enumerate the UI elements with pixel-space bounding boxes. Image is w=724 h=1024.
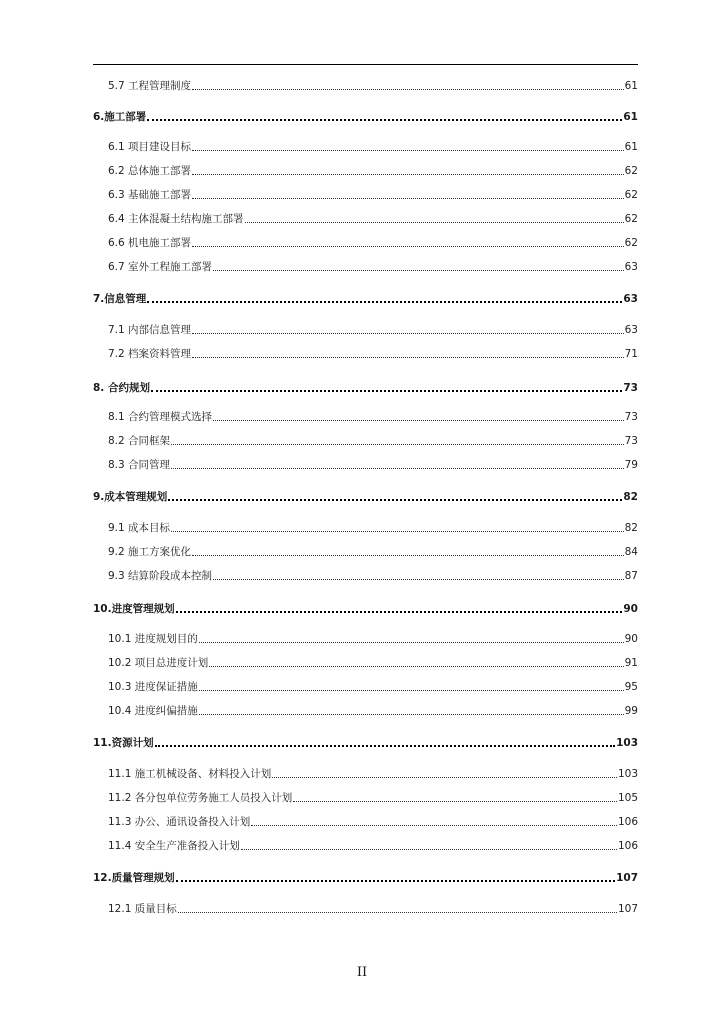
page-number: II: [356, 965, 368, 980]
toc-entry-page: 106: [617, 816, 638, 828]
toc-leader-dots: [209, 666, 623, 667]
toc-leader-dots: [192, 333, 624, 334]
toc-subentry[interactable]: [108, 655, 638, 670]
toc-entry-page: 61: [623, 111, 638, 123]
toc-subentry[interactable]: [108, 322, 638, 337]
toc-leader-dots: [168, 499, 622, 501]
toc-entry-label: 9.3 结算阶段成本控制: [108, 570, 213, 582]
toc-entry-label: 10.进度管理规划: [93, 603, 175, 615]
toc-entry-label: 7.2 档案资料管理: [108, 348, 192, 360]
toc-entry-page: 71: [624, 348, 638, 360]
toc-leader-dots: [251, 825, 617, 826]
toc-entry-page: 61: [624, 141, 638, 153]
toc-subentry[interactable]: [108, 766, 638, 781]
toc-entry-page: 73: [624, 435, 638, 447]
toc-subentry[interactable]: [108, 814, 638, 829]
toc-entry-page: 63: [623, 293, 638, 305]
toc-entry-label: 6.7 室外工程施工部署: [108, 261, 213, 273]
toc-leader-dots: [241, 849, 617, 850]
toc-entry-label: 6.2 总体施工部署: [108, 165, 192, 177]
toc-subentry[interactable]: [108, 544, 638, 559]
toc-entry-label: 6.施工部署: [93, 111, 147, 123]
toc-leader-dots: [192, 246, 624, 247]
toc-subentry[interactable]: [108, 457, 638, 472]
toc-entry-label: 8.3 合同管理: [108, 459, 171, 471]
toc-leader-dots: [213, 420, 624, 421]
toc-leader-dots: [199, 642, 624, 643]
toc-heading[interactable]: [93, 735, 638, 750]
toc-entry-label: 9.2 施工方案优化: [108, 546, 192, 558]
toc-entry-page: 105: [617, 792, 638, 804]
toc-subentry[interactable]: [108, 520, 638, 535]
toc-entry-page: 73: [624, 411, 638, 423]
toc-entry-page: 62: [624, 165, 638, 177]
toc-entry-label: 11.4 安全生产准备投入计划: [108, 840, 240, 852]
toc-entry-page: 107: [616, 872, 638, 884]
toc-leader-dots: [155, 745, 615, 747]
toc-leader-dots: [147, 301, 622, 303]
toc-leader-dots: [199, 714, 624, 715]
toc-leader-dots: [176, 880, 615, 882]
toc-entry-page: 63: [624, 261, 638, 273]
toc-entry-page: 63: [624, 324, 638, 336]
toc-leader-dots: [192, 555, 624, 556]
toc-subentry[interactable]: [108, 235, 638, 250]
toc-subentry[interactable]: [108, 259, 638, 274]
toc-entry-page: 107: [617, 903, 638, 915]
toc-leader-dots: [272, 777, 617, 778]
toc-entry-page: 103: [617, 768, 638, 780]
toc-entry-label: 10.3 进度保证措施: [108, 681, 198, 693]
toc-entry-label: 9.1 成本目标: [108, 522, 171, 534]
toc-leader-dots: [293, 801, 617, 802]
toc-entry-page: 61: [624, 80, 638, 92]
toc-entry-label: 12.1 质量目标: [108, 903, 177, 915]
toc-leader-dots: [192, 150, 624, 151]
toc-subentry[interactable]: [108, 790, 638, 805]
toc-leader-dots: [213, 270, 624, 271]
toc-subentry[interactable]: [108, 346, 638, 361]
toc-subentry[interactable]: [108, 163, 638, 178]
toc-heading[interactable]: [93, 601, 638, 616]
toc-subentry[interactable]: [108, 703, 638, 718]
toc-subentry[interactable]: [108, 433, 638, 448]
toc-entry-label: 6.4 主体混凝土结构施工部署: [108, 213, 244, 225]
toc-leader-dots: [192, 357, 624, 358]
toc-entry-label: 11.2 各分包单位劳务施工人员投入计划: [108, 792, 293, 804]
toc-leader-dots: [199, 690, 624, 691]
toc-entry-page: 82: [624, 522, 638, 534]
toc-subentry[interactable]: [108, 409, 638, 424]
toc-entry-label: 9.成本管理规划: [93, 491, 168, 503]
toc-leader-dots: [213, 579, 624, 580]
toc-subentry[interactable]: [108, 901, 638, 916]
toc-entry-page: 62: [624, 189, 638, 201]
toc-entry-page: 99: [624, 705, 638, 717]
toc-heading[interactable]: [93, 380, 638, 395]
toc-entry-page: 62: [624, 237, 638, 249]
toc-entry-page: 90: [624, 633, 638, 645]
toc-leader-dots: [178, 912, 617, 913]
toc-entry-label: 6.3 基础施工部署: [108, 189, 192, 201]
toc-entry-label: 8.1 合约管理模式选择: [108, 411, 213, 423]
toc-subentry[interactable]: [108, 838, 638, 853]
toc-entry-label: 6.1 项目建设目标: [108, 141, 192, 153]
toc-leader-dots: [151, 390, 622, 392]
toc-subentry[interactable]: [108, 679, 638, 694]
toc-entry-label: 12.质量管理规划: [93, 872, 175, 884]
toc-entry-label: 10.2 项目总进度计划: [108, 657, 209, 669]
toc-entry-page: 87: [624, 570, 638, 582]
toc-entry-page: 62: [624, 213, 638, 225]
toc-entry-label: 10.1 进度规划目的: [108, 633, 198, 645]
toc-leader-dots: [192, 174, 624, 175]
toc-leader-dots: [171, 531, 624, 532]
toc-heading[interactable]: [93, 291, 638, 306]
toc-entry-label: 7.信息管理: [93, 293, 147, 305]
toc-entry-page: 82: [623, 491, 638, 503]
toc-subentry[interactable]: [108, 631, 638, 646]
toc-entry-label: 6.6 机电施工部署: [108, 237, 192, 249]
toc-entry-page: 84: [624, 546, 638, 558]
toc-leader-dots: [176, 611, 623, 613]
toc-heading[interactable]: [93, 109, 638, 124]
toc-subentry[interactable]: [108, 139, 638, 154]
toc-leader-dots: [192, 89, 624, 90]
toc-entry-page: 106: [617, 840, 638, 852]
toc-subentry[interactable]: [108, 187, 638, 202]
toc-entry-page: 91: [624, 657, 638, 669]
toc-subentry[interactable]: [108, 78, 638, 93]
toc-entry-page: 103: [616, 737, 638, 749]
toc-leader-dots: [147, 119, 622, 121]
toc-entry-page: 79: [624, 459, 638, 471]
toc-subentry[interactable]: [108, 568, 638, 583]
toc-leader-dots: [171, 468, 624, 469]
toc-entry-label: 7.1 内部信息管理: [108, 324, 192, 336]
toc-entry-label: 8. 合约规划: [93, 382, 150, 394]
toc-entry-label: 5.7 工程管理制度: [108, 80, 192, 92]
toc-leader-dots: [192, 198, 624, 199]
toc-leader-dots: [245, 222, 624, 223]
toc-entry-page: 90: [623, 603, 638, 615]
toc-entry-label: 11.资源计划: [93, 737, 154, 749]
toc-heading[interactable]: [93, 489, 638, 504]
toc-entry-label: 8.2 合同框架: [108, 435, 171, 447]
toc-entry-page: 95: [624, 681, 638, 693]
toc-leader-dots: [171, 444, 624, 445]
toc-heading[interactable]: [93, 870, 638, 885]
toc-entry-label: 11.3 办公、通讯设备投入计划: [108, 816, 251, 828]
toc-entry-page: 73: [623, 382, 638, 394]
toc-entry-label: 10.4 进度纠偏措施: [108, 705, 198, 717]
toc-entry-label: 11.1 施工机械设备、材料投入计划: [108, 768, 272, 780]
toc-subentry[interactable]: [108, 211, 638, 226]
